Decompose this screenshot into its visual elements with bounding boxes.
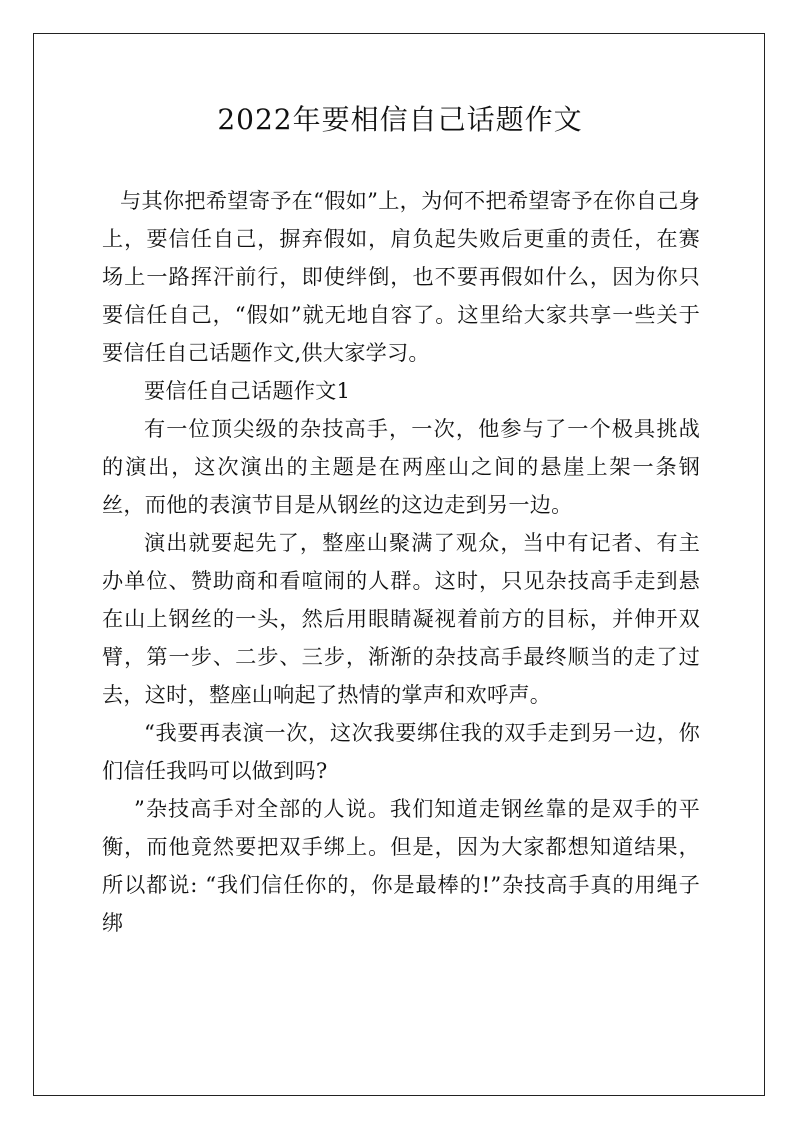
document-title: 2022年要相信自己话题作文 [217,103,583,136]
section-heading: 要信任自己话题作文1 [144,378,351,403]
intro-paragraph: 与其你把希望寄予在“假如”上，为何不把希望寄予在你自己身上，要信任自己，摒弃假如，肩负起失败后更重的责任，在赛场上一路挥汗前行，即使绊倒，也不要再假如什么，因为你只要信任自己，“假如”就无地自容了。这里给大家共享一些关于要信任自己话题作文,供大家学习。 [102,188,700,365]
document-body [102,182,700,942]
body-paragraph: 有一位顶尖级的杂技高手，一次，他参与了一个极具挑战的演出，这次演出的主题是在两座山之间的悬崖上架一条钢丝，而他的表演节目是从钢丝的这边走到另一边。 [102,416,700,517]
body-paragraph: “我要再表演一次，这次我要绑住我的双手走到另一边，你们信任我吗可以做到吗? [102,720,700,783]
body-paragraph: ”杂技高手对全部的人说。我们知道走钢丝靠的是双手的平衡，而他竟然要把双手绑上。但是，因为大家都想知道结果，所以都说: “我们信任你的，你是最棒的!”杂技高手真的用绳子绑 [102,796,700,935]
body-paragraph: 演出就要起先了，整座山聚满了观众，当中有记者、有主办单位、赞助商和看喧闹的人群。这时，只见杂技高手走到悬在山上钢丝的一头，然后用眼睛凝视着前方的目标，并伸开双臂，第一步、二步、三步，渐渐的杂技高手最终顺当的走了过去，这时，整座山响起了热情的掌声和欢呼声。 [102,530,700,707]
